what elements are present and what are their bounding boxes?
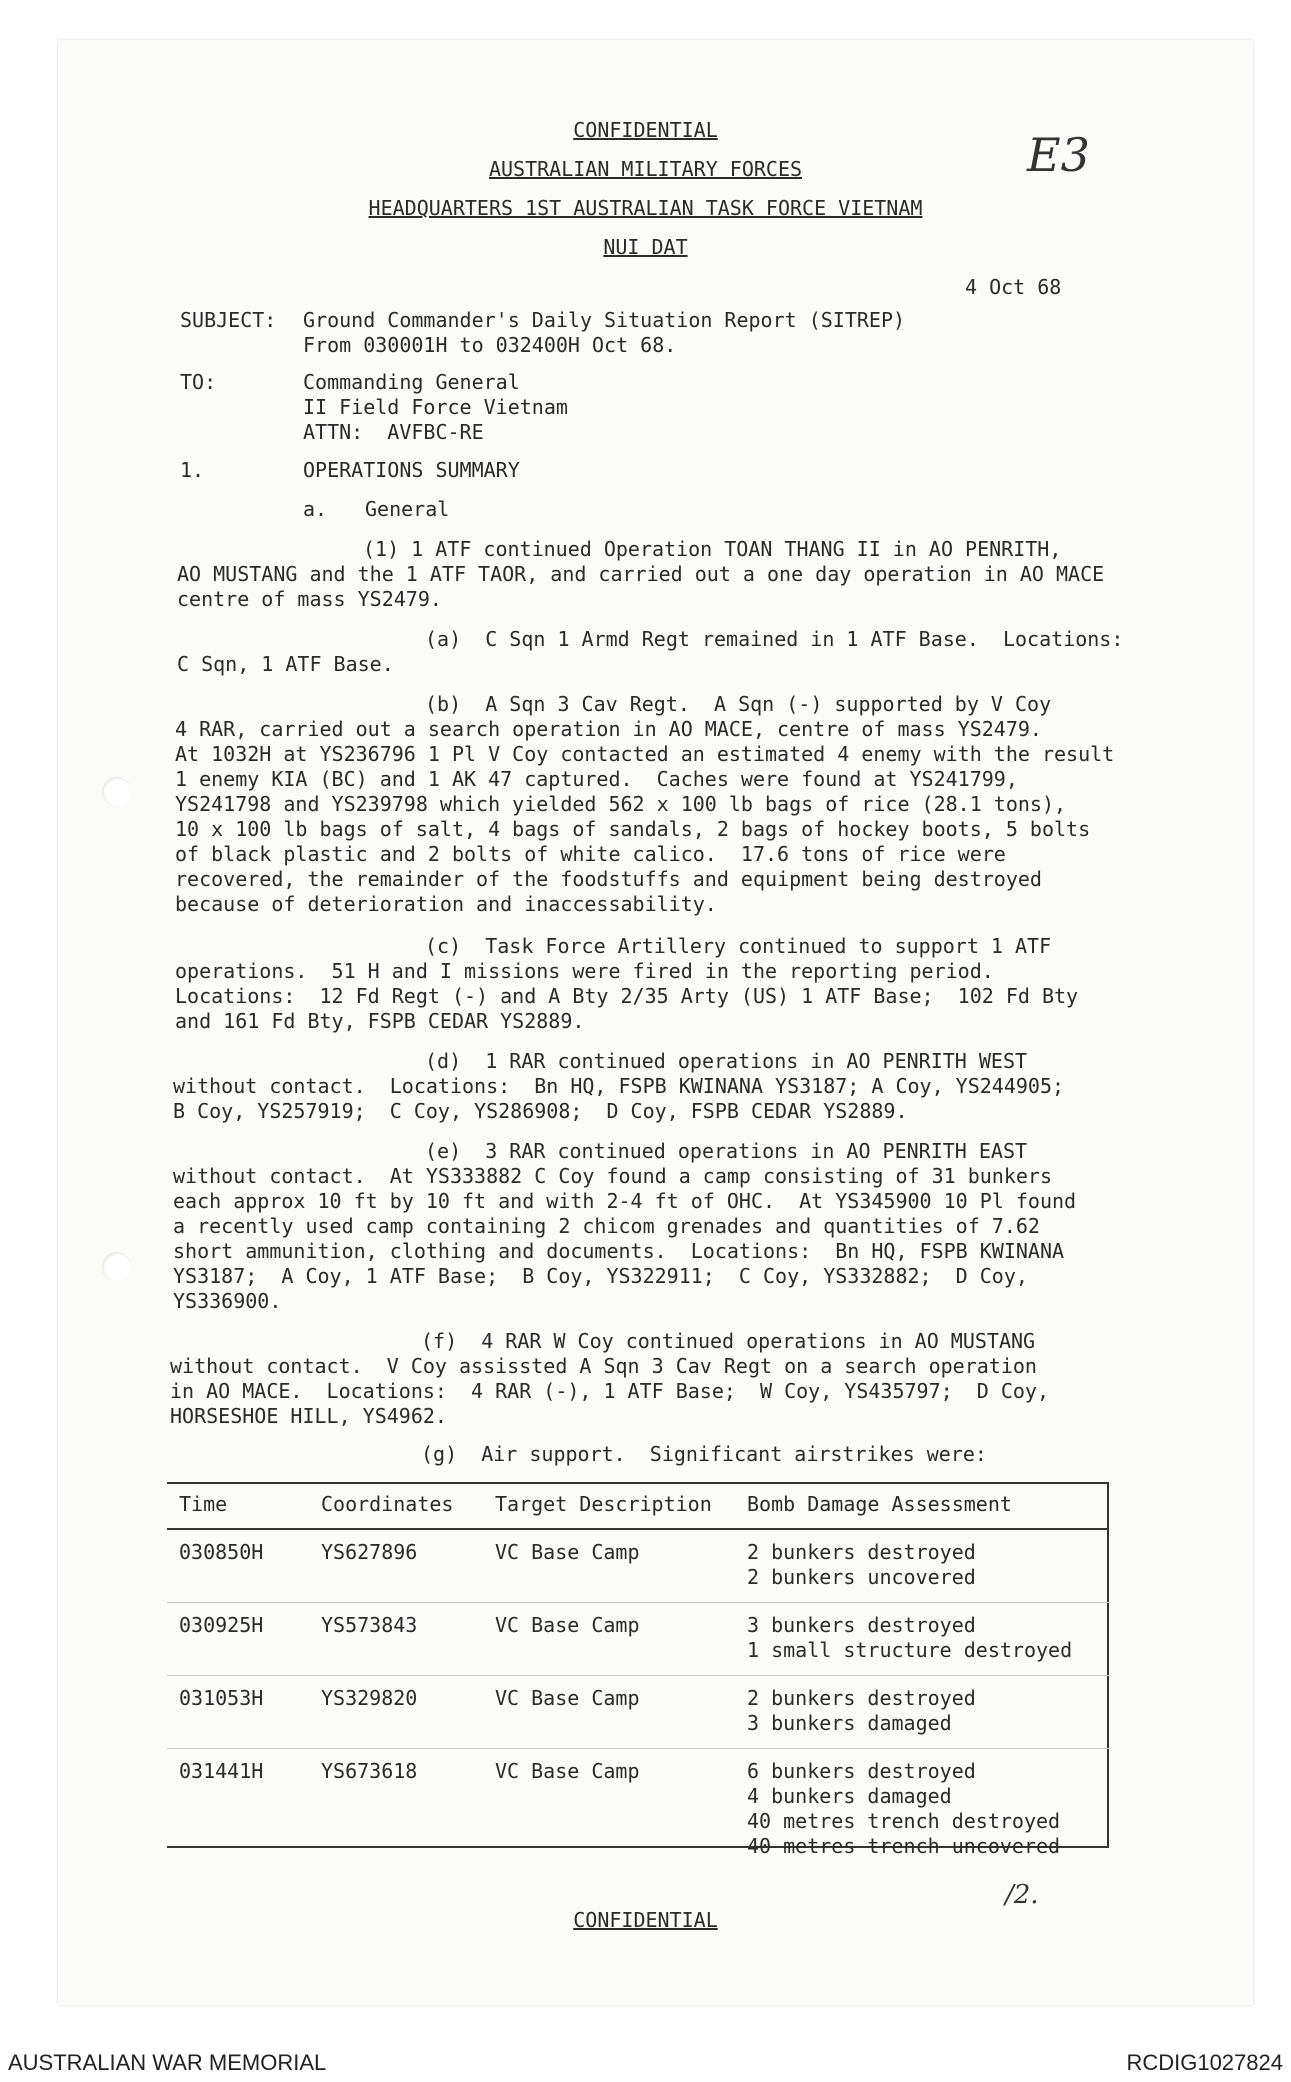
to-line: II Field Force Vietnam — [303, 395, 568, 419]
cell-coordinates: YS573843 — [309, 1603, 483, 1676]
cell-time: 030850H — [179, 1540, 264, 1564]
footer-archive-name: AUSTRALIAN WAR MEMORIAL — [8, 2050, 327, 2075]
to-line: ATTN: AVFBC-RE — [303, 420, 484, 444]
punch-hole — [102, 1252, 132, 1282]
cell-time: 030925H — [167, 1603, 309, 1676]
para-line: (e) 3 RAR continued operations in AO PENRITH EAST — [425, 1139, 1028, 1163]
para-line: recovered, the remainder of the foodstuffs and equipment being destroyed — [175, 867, 1042, 891]
cell-target: VC Base Camp — [483, 1749, 735, 1872]
col-header-coordinates: Coordinates — [309, 1482, 483, 1529]
hq-heading: HEADQUARTERS 1ST AUSTRALIAN TASK FORCE VIETNAM — [368, 196, 923, 220]
bda-line: 3 bunkers damaged — [747, 1711, 952, 1735]
cell-bda — [735, 1749, 1109, 1872]
bda-line: 40 metres trench uncovered — [747, 1834, 1061, 1858]
cell-coordinates: YS627896 — [321, 1540, 418, 1564]
para-line: At 1032H at YS236796 1 Pl V Coy contacted an estimated 4 enemy with the result — [175, 742, 1115, 766]
para-line: (a) C Sqn 1 Armd Regt remained in 1 ATF Base. Locations: — [425, 627, 1124, 651]
para-line: YS336900. — [173, 1289, 282, 1313]
cell-time: 031441H — [167, 1749, 309, 1872]
confidential-top: CONFIDENTIAL — [573, 118, 718, 142]
para-line: (b) A Sqn 3 Cav Regt. A Sqn (-) supported by V Coy — [425, 692, 1052, 716]
subject-line: Ground Commander's Daily Situation Report (SITREP) — [303, 308, 906, 332]
para-line: (f) 4 RAR W Coy continued operations in AO MUSTANG — [421, 1329, 1036, 1353]
para-line: 1 enemy KIA (BC) and 1 AK 47 captured. Caches were found at YS241799, — [175, 767, 1018, 791]
subject-line: From 030001H to 032400H Oct 68. — [303, 333, 677, 357]
forces-heading: AUSTRALIAN MILITARY FORCES — [488, 157, 803, 181]
para-line: HORSESHOE HILL, YS4962. — [170, 1404, 447, 1428]
page-continuation: /2. — [1005, 1880, 1039, 1910]
table-row — [167, 1529, 1109, 1603]
para-line: short ammunition, clothing and documents. Locations: Bn HQ, FSPB KWINANA — [173, 1239, 1065, 1263]
subsection-letter: a. — [303, 497, 328, 521]
cell-coordinates: YS329820 — [309, 1676, 483, 1749]
table-row — [167, 1603, 1109, 1676]
place-heading: NUI DAT — [603, 235, 688, 259]
col-header-bda: Bomb Damage Assessment — [735, 1482, 1109, 1529]
subject-label: SUBJECT: — [180, 308, 277, 332]
section-title: OPERATIONS SUMMARY — [303, 458, 520, 482]
bda-line: 2 bunkers destroyed — [747, 1686, 976, 1710]
to-line: Commanding General — [303, 370, 520, 394]
cell-bda — [735, 1529, 1109, 1603]
col-header-time: Time — [167, 1482, 309, 1529]
bda-line: 3 bunkers destroyed — [747, 1613, 976, 1637]
cell-target: VC Base Camp — [483, 1676, 735, 1749]
subsection-title: General — [365, 497, 450, 521]
table-header-row — [167, 1482, 1109, 1529]
bda-line: 2 bunkers destroyed — [747, 1540, 976, 1564]
handwritten-page-mark: E3 — [1027, 128, 1090, 182]
para-line: (c) Task Force Artillery continued to support 1 ATF — [425, 934, 1052, 958]
footer-record-id: RCDIG1027824 — [1126, 2050, 1283, 2075]
bda-line: 6 bunkers destroyed — [747, 1759, 976, 1783]
cell-bda — [735, 1676, 1109, 1749]
para-line: (d) 1 RAR continued operations in AO PENRITH WEST — [425, 1049, 1028, 1073]
para-line: without contact. Locations: Bn HQ, FSPB KWINANA YS3187; A Coy, YS244905; — [173, 1074, 1065, 1098]
cell-target: VC Base Camp — [495, 1540, 640, 1564]
cell-coordinates: YS673618 — [309, 1749, 483, 1872]
para-line: YS3187; A Coy, 1 ATF Base; B Coy, YS322911; C Coy, YS332882; D Coy, — [173, 1264, 1028, 1288]
para-line: because of deterioration and inaccessability. — [175, 892, 717, 916]
para-line: and 161 Fd Bty, FSPB CEDAR YS2889. — [175, 1009, 585, 1033]
cell-bda — [735, 1603, 1109, 1676]
table-row — [167, 1676, 1109, 1749]
para-line: Locations: 12 Fd Regt (-) and A Bty 2/35 Arty (US) 1 ATF Base; 102 Fd Bty — [175, 984, 1079, 1008]
punch-hole — [102, 777, 132, 807]
para-line: (1) 1 ATF continued Operation TOAN THANG II in AO PENRITH, — [363, 537, 1062, 561]
bda-line: 40 metres trench destroyed — [747, 1809, 1061, 1833]
para-line: each approx 10 ft by 10 ft and with 2-4 ft of OHC. At YS345900 10 Pl found — [173, 1189, 1077, 1213]
para-line: AO MUSTANG and the 1 ATF TAOR, and carried out a one day operation in AO MACE — [177, 562, 1105, 586]
cell-target: VC Base Camp — [483, 1603, 735, 1676]
table-row — [167, 1749, 1109, 1872]
col-header-target: Target Description — [483, 1482, 735, 1529]
para-line: operations. 51 H and I missions were fired in the reporting period. — [175, 959, 994, 983]
para-line: centre of mass YS2479. — [177, 587, 442, 611]
cell-time: 031053H — [167, 1676, 309, 1749]
bda-line: 1 small structure destroyed — [747, 1638, 1073, 1662]
para-line: C Sqn, 1 ATF Base. — [177, 652, 394, 676]
to-label: TO: — [180, 370, 217, 394]
bda-line: 2 bunkers uncovered — [747, 1565, 976, 1589]
para-line: B Coy, YS257919; C Coy, YS286908; D Coy, FSPB CEDAR YS2889. — [173, 1099, 908, 1123]
para-line: a recently used camp containing 2 chicom grenades and quantities of 7.62 — [173, 1214, 1040, 1238]
report-date: 4 Oct 68 — [965, 275, 1062, 299]
para-line: in AO MACE. Locations: 4 RAR (-), 1 ATF Base; W Coy, YS435797; D Coy, — [170, 1379, 1049, 1403]
confidential-bottom: CONFIDENTIAL — [573, 1908, 718, 1932]
para-line: YS241798 and YS239798 which yielded 562 x 100 lb bags of rice (28.1 tons), — [175, 792, 1067, 816]
para-line: 10 x 100 lb bags of salt, 4 bags of sandals, 2 bags of hockey boots, 5 bolts — [175, 817, 1091, 841]
para-line: 4 RAR, carried out a search operation in AO MACE, centre of mass YS2479. — [175, 717, 1042, 741]
section-number: 1. — [180, 458, 205, 482]
airstrikes-table — [167, 1482, 1109, 1871]
bda-line: 4 bunkers damaged — [747, 1784, 952, 1808]
para-line: without contact. V Coy assissted A Sqn 3 Cav Regt on a search operation — [170, 1354, 1037, 1378]
para-line: without contact. At YS333882 C Coy found a camp consisting of 31 bunkers — [173, 1164, 1052, 1188]
para-line: (g) Air support. Significant airstrikes were: — [421, 1442, 987, 1466]
para-line: of black plastic and 2 bolts of white calico. 17.6 tons of rice were — [175, 842, 1006, 866]
